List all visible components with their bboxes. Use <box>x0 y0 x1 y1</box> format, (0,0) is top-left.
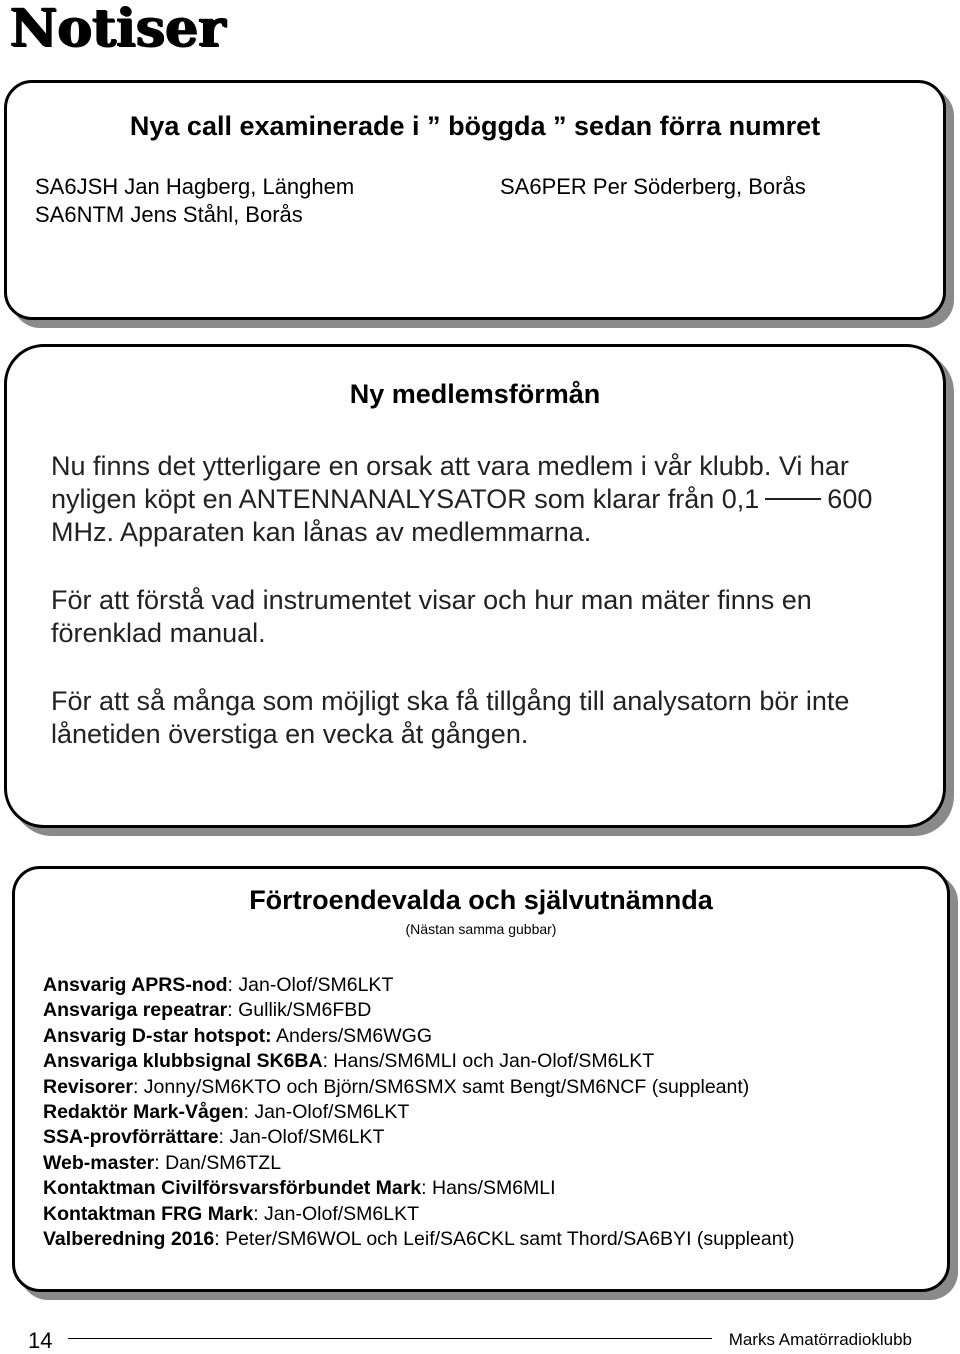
call-entry: SA6PER Per Söderberg, Borås <box>500 174 806 199</box>
role-subject: Civilförsvarsförbundet Mark <box>161 1177 422 1200</box>
calls-box <box>4 80 946 320</box>
roles-box-title: Förtroendevalda och självutnämnda <box>249 885 713 915</box>
member-box <box>4 344 946 828</box>
role-title: Revisorer <box>43 1075 133 1098</box>
role-line <box>43 1100 794 1125</box>
call-entry: SA6NTM Jens Ståhl, Borås <box>35 202 303 227</box>
role-subject: APRS-nod <box>131 974 228 996</box>
role-line <box>43 998 794 1023</box>
roles-box <box>12 866 950 1292</box>
role-holders: : Jan-Olof/SM6LKT <box>253 1202 420 1225</box>
role-title: Kontaktman <box>43 1202 162 1225</box>
role-line <box>43 1202 794 1227</box>
member-box-title: Ny medlemsförmån <box>349 379 601 409</box>
role-subject: repeatrar <box>142 999 228 1022</box>
call-entry: SA6JSH Jan Hagberg, Länghem <box>35 174 355 199</box>
role-holders: Anders/SM6WGG <box>271 1024 433 1047</box>
role-line <box>43 1227 794 1252</box>
member-paragraph-2: För att förstå vad instrumentet visar och hur man mäter finns en förenklad manual. <box>51 585 812 648</box>
role-holders: : Jan-Olof/SM6LKT <box>227 974 394 996</box>
role-holders: : Gullik/SM6FBD <box>227 999 372 1022</box>
page-number: 14 <box>28 1328 53 1353</box>
role-title: Valberedning 2016 <box>43 1228 215 1251</box>
member-paragraph-3: För att så många som möjligt ska få tillgång till analysatorn bör inte lånetiden överstiga en vecka åt gången. <box>51 686 850 749</box>
role-title: Ansvariga <box>43 999 143 1022</box>
roles-list <box>43 973 794 1252</box>
role-holders: : Peter/SM6WOL och Leif/SA6CKL samt Thord/SA6BYI (suppleant) <box>214 1228 795 1251</box>
role-holders: : Hans/SM6MLI <box>421 1177 556 1200</box>
role-line <box>43 1049 794 1074</box>
range-dash <box>765 498 821 500</box>
role-holders: : Jan-Olof/SM6LKT <box>243 1101 410 1124</box>
role-title: Kontaktman <box>43 1177 162 1200</box>
role-title: Ansvariga <box>43 1050 143 1073</box>
role-line <box>43 1125 794 1150</box>
role-line <box>43 1176 794 1201</box>
member-paragraph-1-end: 600 MHz. Apparaten kan lånas av medlemmarna. <box>51 484 873 547</box>
role-line <box>43 1024 794 1049</box>
role-holders: : Dan/SM6TZL <box>154 1151 282 1174</box>
roles-box-subtitle: (Nästan samma gubbar) <box>405 921 557 937</box>
member-paragraph-1 <box>51 450 911 549</box>
role-subject: Mark-Vågen <box>132 1101 244 1124</box>
page-title: Notiser <box>10 0 226 59</box>
role-subject: FRG Mark <box>161 1202 254 1225</box>
footer-club-name: Marks Amatörradioklubb <box>728 1330 912 1349</box>
role-title: Ansvarig <box>43 974 132 996</box>
role-title: Redaktör <box>43 1101 133 1124</box>
role-title: Web-master <box>43 1151 155 1174</box>
role-title: SSA-provförrättare <box>43 1126 219 1149</box>
footer-divider <box>68 1338 712 1339</box>
role-holders: : Jan-Olof/SM6LKT <box>218 1126 385 1149</box>
role-line <box>43 1151 794 1176</box>
role-line <box>43 973 794 998</box>
member-paragraph-1-start: Nu finns det ytterligare en orsak att vara medlem i vår klubb. Vi har nyligen köpt en ANTENNANALYSATOR som klarar från 0,1 <box>51 451 849 514</box>
role-title: Ansvarig <box>43 1024 132 1047</box>
role-subject: klubbsignal SK6BA <box>142 1050 323 1073</box>
role-holders: : Hans/SM6MLI och Jan-Olof/SM6LKT <box>322 1050 655 1073</box>
calls-title: Nya call examinerade i ” böggda ” sedan förra numret <box>129 111 821 141</box>
role-subject: D-star hotspot: <box>131 1024 272 1047</box>
role-line <box>43 1075 794 1100</box>
role-holders: : Jonny/SM6KTO och Björn/SM6SMX samt Bengt/SM6NCF (suppleant) <box>132 1075 750 1098</box>
